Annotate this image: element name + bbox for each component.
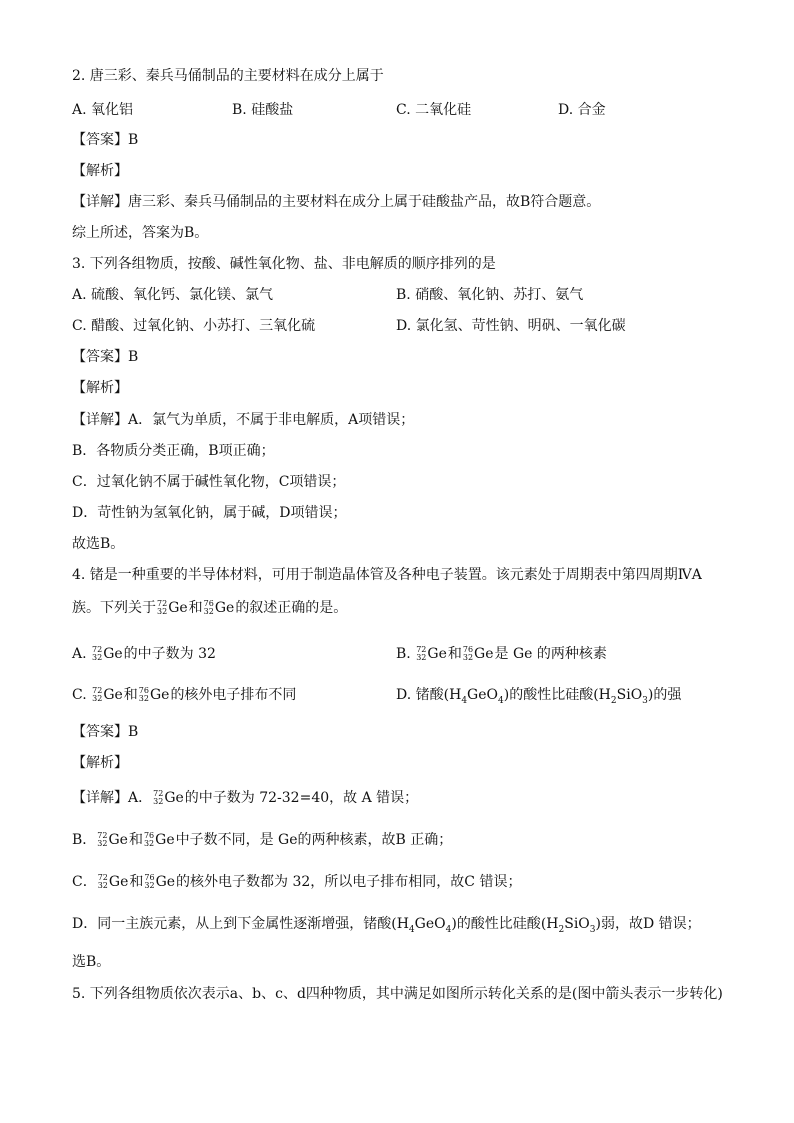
q2-option-a: A. 氧化铝 — [72, 102, 134, 118]
q4-option-d — [396, 685, 681, 711]
q2-option-d: D. 合金 — [558, 102, 606, 118]
text: 中子数不同，是 Ge的两种核素，故B 正确； — [175, 832, 453, 848]
nuclide-ge72 — [157, 598, 188, 618]
atomic-number: 32 — [462, 653, 474, 662]
subscript: 2 — [610, 695, 617, 706]
q3-detail-b: B．各物质分类正确，B项正确； — [72, 443, 275, 459]
mass-number: 72 — [92, 686, 103, 695]
nuclide-ge72 — [92, 644, 123, 664]
text: H — [396, 916, 409, 932]
text: GeO — [467, 687, 498, 703]
nuclide-ge76 — [204, 598, 235, 618]
mass-number: 72 — [416, 645, 427, 654]
element-symbol: Ge — [103, 687, 123, 703]
nuclide-ge76 — [144, 872, 175, 892]
mass-number: 72 — [92, 645, 103, 654]
element-symbol: Ge — [427, 646, 447, 662]
q3-analysis: 【解析】 — [72, 380, 128, 396]
text: 族。下列关于 — [72, 600, 156, 616]
q2-summary: 综上所述，答案为B。 — [72, 225, 209, 241]
text: 的酸性比硅酸 — [456, 916, 541, 932]
text: H — [546, 916, 559, 932]
text: )的酸性比硅酸( — [503, 687, 599, 703]
atomic-number: 32 — [157, 607, 168, 616]
text: 【详解】A． — [72, 790, 153, 806]
q3-stem: 3. 下列各组物质，按酸、碱性氧化物、盐、非电解质的顺序排列的是 — [72, 256, 496, 272]
nuclide-ge76 — [463, 644, 494, 664]
subscript: 4 — [408, 924, 415, 935]
mass-number: 76 — [143, 831, 155, 840]
q4-option-b — [396, 644, 607, 664]
q2-detail: 【详解】唐三彩、秦兵马俑制品的主要材料在成分上属于硅酸盐产品，故B符合题意。 — [72, 194, 601, 210]
q4-detail-d — [72, 914, 701, 940]
atomic-number: 32 — [203, 607, 214, 616]
atomic-number: 32 — [138, 694, 149, 703]
q4-final: 选B。 — [72, 954, 111, 970]
text: D．同一主族元素，从上到下金属性逐渐增强，锗酸 — [72, 916, 392, 932]
element-symbol: Ge — [155, 874, 176, 890]
atomic-number: 32 — [97, 881, 108, 890]
atomic-number: 32 — [97, 839, 108, 848]
text: B． — [72, 832, 97, 848]
q3-conclusion: 故选B。 — [72, 536, 125, 552]
q5-stem: 5. 下列各组物质依次表示a、b、c、d四种物质，其中满足如图所示转化关系的是(图中箭头表示一步转化) — [72, 986, 723, 1002]
q4-answer: 【答案】B — [72, 724, 139, 740]
subscript: 4 — [445, 924, 452, 935]
text: 和 — [123, 687, 138, 703]
q4-stem-line1: 4. 锗是一种重要的半导体材料，可用于制造晶体管及各种电子装置。该元素处于周期表中第四周期ⅣA — [72, 567, 702, 583]
atomic-number: 32 — [416, 653, 427, 662]
q4-analysis: 【解析】 — [72, 755, 128, 771]
text: D. 锗酸( — [396, 687, 450, 703]
text: SiO — [616, 687, 643, 703]
mass-number: 76 — [203, 599, 214, 608]
q4-detail-a — [72, 788, 418, 808]
text: H — [598, 687, 611, 703]
text: 弱，故D 错误； — [600, 916, 701, 932]
nuclide-ge76 — [139, 685, 170, 705]
q2-option-b: B. 硅酸盐 — [232, 102, 294, 118]
atomic-number: 32 — [153, 797, 164, 806]
element-symbol: Ge — [168, 600, 188, 616]
q4-detail-c — [72, 872, 521, 892]
atomic-number: 32 — [143, 839, 155, 848]
element-symbol: Ge — [164, 790, 184, 806]
nuclide-ge72 — [92, 685, 123, 705]
text: 和 — [447, 646, 462, 662]
subscript: 4 — [498, 695, 504, 706]
atomic-number: 32 — [92, 653, 103, 662]
formula-h2sio3: $(H_2SiO_3)$ — [540, 916, 601, 935]
formula-h4geo4: $(H_4GeO_4)$ — [391, 916, 457, 935]
q3-option-b: B. 硝酸、氧化钠、苏打、氨气 — [396, 287, 584, 303]
mass-number: 72 — [97, 831, 108, 840]
text: 和 — [128, 832, 143, 848]
mass-number: 72 — [97, 873, 108, 882]
q4-option-c — [72, 685, 296, 705]
text: 和 — [188, 600, 203, 616]
element-symbol: Ge — [214, 600, 235, 616]
mass-number: 76 — [462, 645, 474, 654]
text: C． — [72, 874, 97, 890]
subscript: 4 — [461, 695, 468, 706]
subscript: 3 — [642, 695, 648, 706]
text: 的叙述正确的是。 — [235, 600, 348, 616]
q3-answer: 【答案】B — [72, 349, 139, 365]
nuclide-ge72 — [98, 872, 129, 892]
nuclide-ge76 — [144, 830, 175, 850]
q3-option-c: C. 醋酸、过氧化钠、小苏打、三氧化硫 — [72, 318, 316, 334]
element-symbol: Ge — [155, 832, 175, 848]
text: SiO — [564, 916, 590, 932]
text: 的中子数为 32 — [123, 646, 216, 662]
nuclide-ge72 — [416, 644, 447, 664]
text: )的强 — [647, 687, 682, 703]
q3-option-d: D. 氯化氢、苛性钠、明矾、一氧化碳 — [396, 318, 626, 334]
q3-option-a: A. 硫酸、氧化钙、氯化镁、氯气 — [72, 287, 274, 303]
text: A. — [72, 646, 92, 662]
formula-h4geo4 — [449, 687, 504, 706]
element-symbol: Ge — [108, 874, 129, 890]
text: GeO — [414, 916, 446, 932]
q2-answer: 【答案】B — [72, 132, 139, 148]
atomic-number: 32 — [144, 881, 155, 890]
q3-detail-c: C．过氧化钠不属于碱性氧化物，C项错误； — [72, 474, 346, 490]
mass-number: 72 — [157, 599, 168, 608]
text: 的核外电子排布不同 — [170, 687, 297, 703]
q4-stem-line2 — [72, 598, 347, 618]
element-symbol: Ge — [103, 646, 123, 662]
mass-number: 72 — [153, 789, 164, 798]
text: 是 Ge 的两种核素 — [494, 646, 607, 662]
q3-detail-a: 【详解】A．氯气为单质，不属于非电解质，A项错误； — [72, 412, 415, 428]
mass-number: 76 — [138, 686, 149, 695]
text: 和 — [129, 874, 144, 890]
atomic-number: 32 — [92, 694, 103, 703]
subscript: 3 — [589, 924, 596, 935]
formula-h2sio3 — [598, 687, 648, 706]
q2-option-c: C. 二氧化硅 — [396, 102, 472, 118]
q4-option-a — [72, 644, 216, 664]
element-symbol: Ge — [474, 646, 494, 662]
nuclide-ge72 — [97, 830, 128, 850]
text: B. — [396, 646, 416, 662]
text: H — [449, 687, 462, 703]
nuclide-ge72 — [153, 788, 184, 808]
text: C. — [72, 687, 92, 703]
text: 的中子数为 72-32=40，故 A 错误； — [184, 790, 419, 806]
q3-detail-d: D．苛性钠为氢氧化钠，属于碱，D项错误； — [72, 505, 347, 521]
text: 的核外电子数都为 32，所以电子排布相同，故C 错误； — [176, 874, 522, 890]
q4-detail-b — [72, 830, 452, 850]
element-symbol: Ge — [149, 687, 170, 703]
mass-number: 76 — [144, 873, 155, 882]
q2-stem: 2. 唐三彩、秦兵马俑制品的主要材料在成分上属于 — [72, 68, 384, 84]
element-symbol: Ge — [108, 832, 128, 848]
q2-analysis: 【解析】 — [72, 163, 128, 179]
subscript: 2 — [558, 924, 565, 935]
